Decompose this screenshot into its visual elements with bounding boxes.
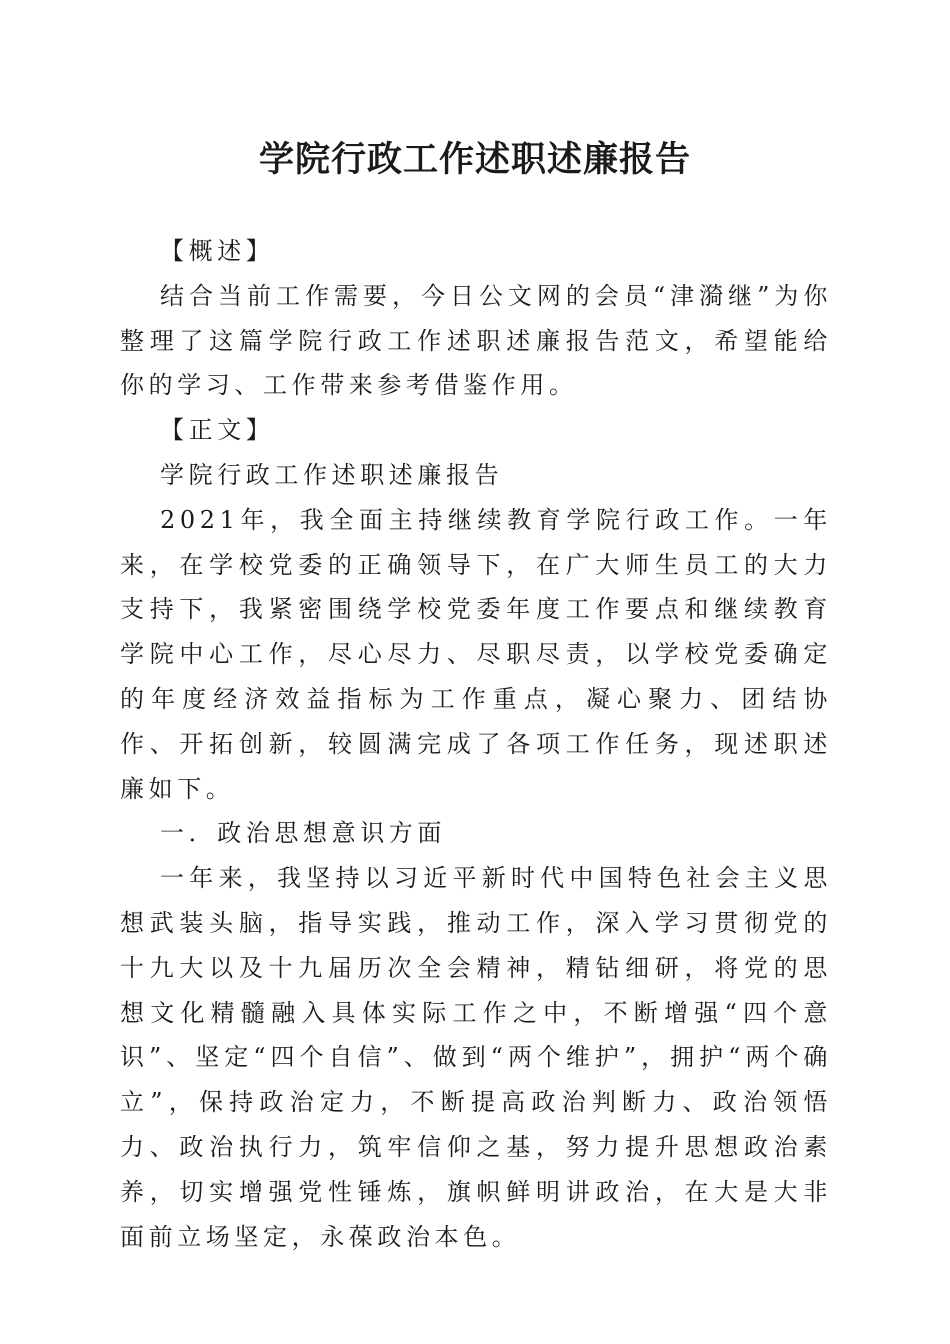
section-label-main-text: 【正文】 [160,416,275,445]
overview-paragraph: 结合当前工作需要，今日公文网的会员“津漪继”为你整理了这篇学院行政工作述职述廉报告范文，希望能给你的学习、工作带来参考借鉴作用。 [120,281,832,400]
section-label-overview: 【概述】 [160,237,275,265]
report-subtitle: 学院行政工作述职述廉报告 [160,460,504,489]
document-body [120,229,832,1259]
section-heading-political: 一．政治思想意识方面 [160,819,446,848]
intro-paragraph: 2021年，我全面主持继续教育学院行政工作。一年来，在学校党委的正确领导下，在广大师生员工的大力支持下，我紧密围绕学校党委年度工作要点和继续教育学院中心工作，尽心尽力、尽职尽责，以学校党委确定的年度经济效益指标为工作重点，凝心聚力、团结协作、开拓创新，较圆满完成了各项工作任务，现述职述廉如下。 [120,505,832,803]
document-title: 学院行政工作述职述廉报告 [258,139,691,180]
political-paragraph: 一年来，我坚持以习近平新时代中国特色社会主义思想武装头脑，指导实践，推动工作，深入学习贯彻党的十九大以及十九届历次全会精神，精钻细研，将党的思想文化精髓融入具体实际工作之中，不断增强“四个意识”、坚定“四个自信”、做到“两个维护”，拥护“两个确立”，保持政治定力，不断提高政治判断力、政治领悟力、政治执行力，筑牢信仰之基，努力提升思想政治素养，切实增强党性锤炼，旗帜鲜明讲政治，在大是大非面前立场坚定，永葆政治本色。 [120,864,832,1251]
